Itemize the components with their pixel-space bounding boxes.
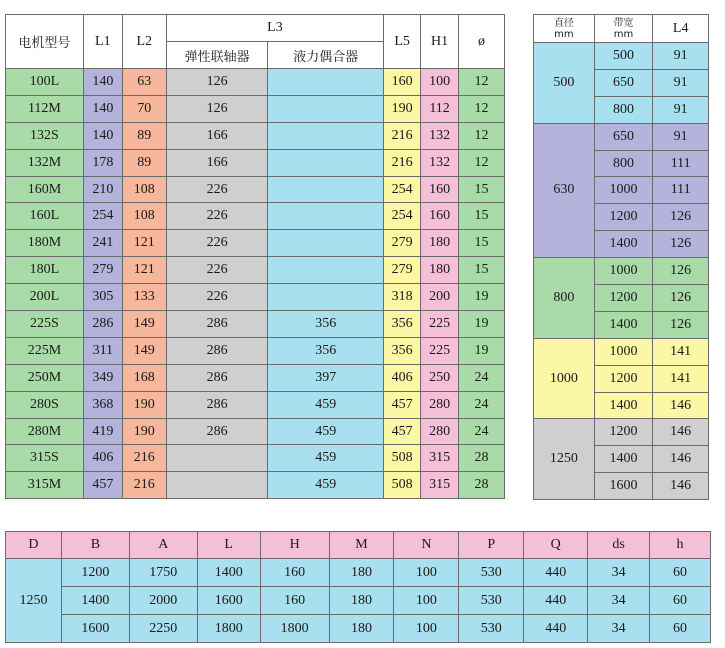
cell-l2: 190 xyxy=(122,418,166,445)
cell-h1: 180 xyxy=(421,257,459,284)
cell-phi: 15 xyxy=(459,230,505,257)
cell-h1: 315 xyxy=(421,472,459,499)
header-l3: L3 xyxy=(166,15,383,42)
cell-model: 315S xyxy=(6,445,84,472)
cell-belt-width: 500 xyxy=(594,43,653,70)
table-row xyxy=(6,284,505,311)
cell-l1: 457 xyxy=(83,472,122,499)
cell-l3a xyxy=(166,445,268,472)
cell-l2: 190 xyxy=(122,391,166,418)
cell-l3a: 286 xyxy=(166,391,268,418)
cell-l3a: 126 xyxy=(166,95,268,122)
cell-l1: 210 xyxy=(83,176,122,203)
cell-h1: 112 xyxy=(421,95,459,122)
header-n-6: N xyxy=(394,532,459,559)
cell-l3b xyxy=(268,230,384,257)
cell-model: 280M xyxy=(6,418,84,445)
table-row xyxy=(6,176,505,203)
cell-l5: 508 xyxy=(384,472,421,499)
cell-model: 180L xyxy=(6,257,84,284)
cell-value: 2250 xyxy=(129,615,197,643)
cell-l2: 149 xyxy=(122,311,166,338)
overall-dimension-table xyxy=(5,531,711,643)
header-q-8: Q xyxy=(524,532,588,559)
table-row xyxy=(6,615,711,643)
cell-l1: 140 xyxy=(83,95,122,122)
cell-belt-width: 1000 xyxy=(594,338,653,365)
cell-l1: 254 xyxy=(83,203,122,230)
cell-d: 1250 xyxy=(6,559,62,643)
cell-diameter: 630 xyxy=(534,123,595,257)
cell-belt-width: 1200 xyxy=(594,365,653,392)
table-row xyxy=(6,559,711,587)
cell-l5: 356 xyxy=(384,337,421,364)
cell-belt-width: 1200 xyxy=(594,419,653,446)
cell-l4: 141 xyxy=(653,338,709,365)
header-diameter-label: 直径 xyxy=(553,17,574,29)
table-row xyxy=(6,418,505,445)
header-phi: ø xyxy=(459,15,505,69)
cell-l2: 108 xyxy=(122,176,166,203)
cell-l2: 121 xyxy=(122,257,166,284)
header-l5: L5 xyxy=(384,15,421,69)
cell-l2: 63 xyxy=(122,69,166,96)
cell-l3a: 286 xyxy=(166,364,268,391)
cell-value: 530 xyxy=(459,615,524,643)
cell-value: 34 xyxy=(588,587,650,615)
cell-belt-width: 1400 xyxy=(594,231,653,258)
header-belt-width xyxy=(594,15,653,43)
cell-l5: 279 xyxy=(384,230,421,257)
cell-l4: 126 xyxy=(653,231,709,258)
cell-h1: 250 xyxy=(421,364,459,391)
cell-value: 1750 xyxy=(129,559,197,587)
cell-l3b xyxy=(268,149,384,176)
cell-l3a: 226 xyxy=(166,257,268,284)
table-row xyxy=(6,95,505,122)
cell-model: 250M xyxy=(6,364,84,391)
cell-l3b: 356 xyxy=(268,311,384,338)
cell-l3b: 459 xyxy=(268,418,384,445)
table-row xyxy=(6,257,505,284)
cell-h1: 132 xyxy=(421,122,459,149)
cell-l2: 133 xyxy=(122,284,166,311)
header-width-label: 带宽 xyxy=(613,17,634,29)
cell-l3b xyxy=(268,69,384,96)
belt-drum-table xyxy=(533,14,709,500)
cell-model: 132S xyxy=(6,122,84,149)
cell-model: 200L xyxy=(6,284,84,311)
cell-diameter: 1250 xyxy=(534,419,595,500)
header-h-10: h xyxy=(650,532,711,559)
cell-phi: 15 xyxy=(459,203,505,230)
cell-l4: 146 xyxy=(653,392,709,419)
cell-h1: 225 xyxy=(421,311,459,338)
table-row xyxy=(6,149,505,176)
header-diameter-unit: mm xyxy=(554,28,574,40)
cell-h1: 160 xyxy=(421,203,459,230)
cell-belt-width: 1400 xyxy=(594,392,653,419)
cell-l2: 168 xyxy=(122,364,166,391)
table-row xyxy=(6,230,505,257)
cell-phi: 24 xyxy=(459,364,505,391)
cell-l5: 406 xyxy=(384,364,421,391)
header-width-unit: mm xyxy=(613,28,634,40)
cell-l3b xyxy=(268,122,384,149)
cell-l3a: 286 xyxy=(166,311,268,338)
cell-value: 1400 xyxy=(197,559,260,587)
cell-l2: 149 xyxy=(122,337,166,364)
header-l-3: L xyxy=(197,532,260,559)
cell-value: 530 xyxy=(459,587,524,615)
cell-phi: 28 xyxy=(459,445,505,472)
table-row xyxy=(534,43,709,70)
cell-model: 160L xyxy=(6,203,84,230)
cell-h1: 225 xyxy=(421,337,459,364)
cell-phi: 12 xyxy=(459,95,505,122)
cell-phi: 15 xyxy=(459,176,505,203)
cell-phi: 24 xyxy=(459,391,505,418)
cell-l1: 406 xyxy=(83,445,122,472)
cell-phi: 24 xyxy=(459,418,505,445)
cell-value: 100 xyxy=(394,587,459,615)
cell-value: 1600 xyxy=(61,615,129,643)
cell-diameter: 500 xyxy=(534,43,595,124)
table-row xyxy=(6,472,505,499)
cell-l3a: 226 xyxy=(166,230,268,257)
cell-l3a: 226 xyxy=(166,203,268,230)
table-row xyxy=(6,364,505,391)
table-row xyxy=(6,69,505,96)
cell-l2: 121 xyxy=(122,230,166,257)
cell-value: 440 xyxy=(524,559,588,587)
cell-l3b: 397 xyxy=(268,364,384,391)
cell-value: 1400 xyxy=(61,587,129,615)
cell-value: 60 xyxy=(650,615,711,643)
cell-phi: 28 xyxy=(459,472,505,499)
cell-l5: 318 xyxy=(384,284,421,311)
table-row xyxy=(534,419,709,446)
cell-l3a: 126 xyxy=(166,69,268,96)
header-ds-9: ds xyxy=(588,532,650,559)
cell-belt-width: 800 xyxy=(594,150,653,177)
cell-h1: 280 xyxy=(421,391,459,418)
cell-phi: 19 xyxy=(459,284,505,311)
cell-value: 180 xyxy=(329,587,394,615)
cell-l5: 216 xyxy=(384,122,421,149)
header-motor-model: 电机型号 xyxy=(6,15,84,69)
cell-phi: 12 xyxy=(459,122,505,149)
table-row xyxy=(6,203,505,230)
cell-l4: 91 xyxy=(653,43,709,70)
header-l4: L4 xyxy=(653,15,709,43)
cell-model: 225S xyxy=(6,311,84,338)
cell-l4: 126 xyxy=(653,285,709,312)
table-row xyxy=(6,337,505,364)
table-row xyxy=(6,445,505,472)
cell-l3a: 226 xyxy=(166,176,268,203)
cell-l4: 146 xyxy=(653,473,709,500)
header-diameter xyxy=(534,15,595,43)
cell-l2: 89 xyxy=(122,149,166,176)
header-l2: L2 xyxy=(122,15,166,69)
header-h1: H1 xyxy=(421,15,459,69)
cell-value: 2000 xyxy=(129,587,197,615)
cell-l2: 216 xyxy=(122,445,166,472)
cell-l4: 91 xyxy=(653,123,709,150)
cell-belt-width: 800 xyxy=(594,96,653,123)
header-l3-elastic-coupling: 弹性联轴器 xyxy=(166,42,268,69)
cell-value: 1800 xyxy=(197,615,260,643)
cell-model: 180M xyxy=(6,230,84,257)
cell-model: 100L xyxy=(6,69,84,96)
cell-l3b: 356 xyxy=(268,337,384,364)
cell-l3a: 226 xyxy=(166,284,268,311)
cell-l5: 356 xyxy=(384,311,421,338)
cell-belt-width: 1000 xyxy=(594,177,653,204)
cell-l4: 146 xyxy=(653,419,709,446)
cell-value: 60 xyxy=(650,587,711,615)
cell-model: 315M xyxy=(6,472,84,499)
cell-belt-width: 650 xyxy=(594,69,653,96)
table-row xyxy=(534,123,709,150)
cell-value: 1200 xyxy=(61,559,129,587)
cell-l3b xyxy=(268,95,384,122)
header-m-5: M xyxy=(329,532,394,559)
cell-l3b xyxy=(268,176,384,203)
cell-value: 1800 xyxy=(260,615,329,643)
cell-l2: 108 xyxy=(122,203,166,230)
cell-l4: 111 xyxy=(653,177,709,204)
cell-h1: 100 xyxy=(421,69,459,96)
cell-l5: 160 xyxy=(384,69,421,96)
table-row xyxy=(6,391,505,418)
cell-l2: 216 xyxy=(122,472,166,499)
cell-value: 530 xyxy=(459,559,524,587)
cell-l1: 140 xyxy=(83,69,122,96)
cell-phi: 19 xyxy=(459,337,505,364)
cell-l1: 178 xyxy=(83,149,122,176)
cell-l4: 91 xyxy=(653,96,709,123)
cell-l4: 91 xyxy=(653,69,709,96)
cell-l3b: 459 xyxy=(268,445,384,472)
header-l3-fluid-coupling: 液力偶合器 xyxy=(268,42,384,69)
cell-l4: 126 xyxy=(653,311,709,338)
header-d-0: D xyxy=(6,532,62,559)
cell-l3a: 286 xyxy=(166,337,268,364)
table-row xyxy=(534,338,709,365)
cell-l3a: 166 xyxy=(166,149,268,176)
cell-l5: 457 xyxy=(384,418,421,445)
cell-value: 100 xyxy=(394,615,459,643)
cell-l3a: 166 xyxy=(166,122,268,149)
cell-l1: 286 xyxy=(83,311,122,338)
cell-l3b: 459 xyxy=(268,391,384,418)
cell-model: 132M xyxy=(6,149,84,176)
cell-belt-width: 650 xyxy=(594,123,653,150)
cell-l1: 349 xyxy=(83,364,122,391)
table-row xyxy=(534,258,709,285)
cell-phi: 19 xyxy=(459,311,505,338)
cell-h1: 180 xyxy=(421,230,459,257)
cell-model: 160M xyxy=(6,176,84,203)
header-p-7: P xyxy=(459,532,524,559)
cell-model: 280S xyxy=(6,391,84,418)
header-b-1: B xyxy=(61,532,129,559)
cell-value: 60 xyxy=(650,559,711,587)
cell-diameter: 800 xyxy=(534,258,595,339)
cell-l4: 126 xyxy=(653,204,709,231)
cell-belt-width: 1600 xyxy=(594,473,653,500)
cell-l3a: 286 xyxy=(166,418,268,445)
cell-value: 100 xyxy=(394,559,459,587)
cell-l5: 216 xyxy=(384,149,421,176)
cell-belt-width: 1000 xyxy=(594,258,653,285)
cell-belt-width: 1200 xyxy=(594,204,653,231)
cell-l3b xyxy=(268,284,384,311)
cell-diameter: 1000 xyxy=(534,338,595,419)
header-l1: L1 xyxy=(83,15,122,69)
cell-l5: 508 xyxy=(384,445,421,472)
cell-l1: 311 xyxy=(83,337,122,364)
cell-value: 34 xyxy=(588,615,650,643)
cell-l5: 190 xyxy=(384,95,421,122)
cell-value: 34 xyxy=(588,559,650,587)
cell-value: 160 xyxy=(260,587,329,615)
cell-l3b xyxy=(268,257,384,284)
cell-model: 225M xyxy=(6,337,84,364)
cell-l1: 419 xyxy=(83,418,122,445)
cell-l5: 254 xyxy=(384,176,421,203)
cell-phi: 12 xyxy=(459,149,505,176)
table-row xyxy=(6,587,711,615)
cell-value: 440 xyxy=(524,587,588,615)
cell-belt-width: 1400 xyxy=(594,446,653,473)
cell-h1: 280 xyxy=(421,418,459,445)
cell-model: 112M xyxy=(6,95,84,122)
table-row xyxy=(6,122,505,149)
cell-value: 180 xyxy=(329,559,394,587)
cell-l3a xyxy=(166,472,268,499)
header-a-2: A xyxy=(129,532,197,559)
cell-l1: 140 xyxy=(83,122,122,149)
cell-phi: 15 xyxy=(459,257,505,284)
cell-belt-width: 1400 xyxy=(594,311,653,338)
cell-h1: 132 xyxy=(421,149,459,176)
cell-l1: 279 xyxy=(83,257,122,284)
cell-l4: 141 xyxy=(653,365,709,392)
cell-h1: 160 xyxy=(421,176,459,203)
cell-h1: 200 xyxy=(421,284,459,311)
table-row xyxy=(6,311,505,338)
cell-l4: 126 xyxy=(653,258,709,285)
cell-l2: 89 xyxy=(122,122,166,149)
cell-l4: 146 xyxy=(653,446,709,473)
cell-l5: 457 xyxy=(384,391,421,418)
cell-belt-width: 1200 xyxy=(594,285,653,312)
cell-l5: 279 xyxy=(384,257,421,284)
motor-dimension-table xyxy=(5,14,505,499)
cell-value: 1600 xyxy=(197,587,260,615)
cell-l1: 368 xyxy=(83,391,122,418)
cell-h1: 315 xyxy=(421,445,459,472)
cell-phi: 12 xyxy=(459,69,505,96)
cell-l1: 241 xyxy=(83,230,122,257)
header-h-4: H xyxy=(260,532,329,559)
cell-l3b xyxy=(268,203,384,230)
cell-value: 180 xyxy=(329,615,394,643)
cell-value: 160 xyxy=(260,559,329,587)
cell-l3b: 459 xyxy=(268,472,384,499)
cell-l5: 254 xyxy=(384,203,421,230)
cell-l4: 111 xyxy=(653,150,709,177)
cell-value: 440 xyxy=(524,615,588,643)
cell-l2: 70 xyxy=(122,95,166,122)
cell-l1: 305 xyxy=(83,284,122,311)
